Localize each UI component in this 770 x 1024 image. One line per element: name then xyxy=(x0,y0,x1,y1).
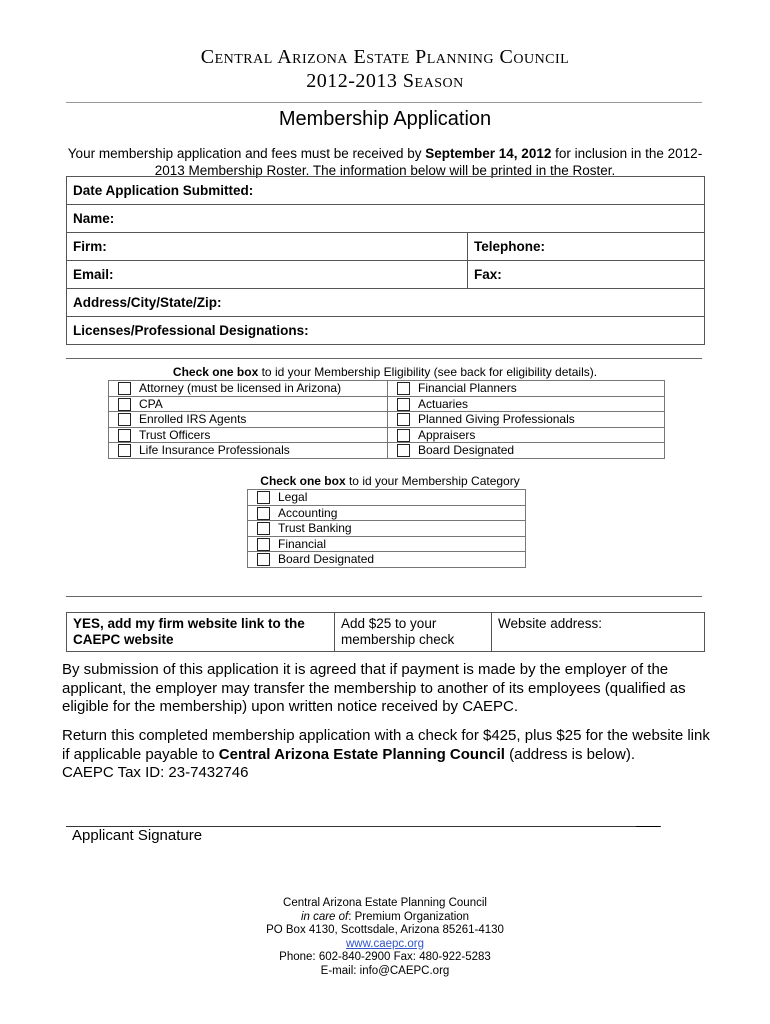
category-caption-bold: Check one box xyxy=(260,474,346,488)
checkbox-icon[interactable] xyxy=(257,491,270,504)
category-option[interactable]: Accounting xyxy=(248,505,526,521)
checkbox-icon[interactable] xyxy=(397,429,410,442)
category-caption xyxy=(250,474,530,488)
return-payee: Central Arizona Estate Planning Council xyxy=(218,745,505,763)
header-divider xyxy=(66,102,702,103)
eligibility-caption xyxy=(150,365,620,379)
footer-phone-fax: Phone: 602-840-2900 Fax: 480-922-5283 xyxy=(279,951,491,963)
return-paragraph xyxy=(62,727,717,783)
intro-text xyxy=(60,145,710,179)
deadline: September 14, 2012 xyxy=(425,146,552,161)
category-table xyxy=(247,489,526,568)
eligibility-option[interactable]: Appraisers xyxy=(388,427,665,443)
address-field[interactable]: Address/City/State/Zip: xyxy=(67,289,705,317)
checkbox-icon[interactable] xyxy=(397,382,410,395)
eligibility-option[interactable]: Enrolled IRS Agents xyxy=(109,412,388,428)
checkbox-icon[interactable] xyxy=(118,398,131,411)
footer-org: Central Arizona Estate Planning Council xyxy=(283,897,487,909)
fax-field[interactable]: Fax: xyxy=(468,261,705,289)
email-field[interactable]: Email: xyxy=(67,261,468,289)
checkbox-icon[interactable] xyxy=(257,538,270,551)
header xyxy=(0,45,770,93)
footer-po-box: PO Box 4130, Scottsdale, Arizona 85261-4130 xyxy=(266,924,504,936)
checkbox-icon[interactable] xyxy=(257,522,270,535)
checkbox-icon[interactable] xyxy=(118,429,131,442)
website-fee-note: Add $25 to your membership check xyxy=(335,613,492,652)
signature-label: Applicant Signature xyxy=(72,827,203,844)
category-option[interactable]: Board Designated xyxy=(248,552,526,568)
category-option[interactable]: Legal xyxy=(248,490,526,506)
name-field[interactable]: Name: xyxy=(67,205,705,233)
intro-part1: Your membership application and fees must be received by xyxy=(67,146,426,161)
footer xyxy=(0,897,770,978)
season: 2012-2013 Season xyxy=(306,70,464,92)
eligibility-option[interactable]: Financial Planners xyxy=(388,381,665,397)
category-caption-rest: to id your Membership Category xyxy=(345,474,520,488)
tax-id: CAEPC Tax ID: 23-7432746 xyxy=(62,764,249,781)
eligibility-caption-bold: Check one box xyxy=(172,365,259,379)
org-name: Central Arizona Estate Planning Council xyxy=(200,46,570,68)
eligibility-option[interactable]: Planned Giving Professionals xyxy=(388,412,665,428)
eligibility-caption-rest: to id your Membership Eligibility (see back for eligibility details). xyxy=(258,365,598,379)
eligibility-option[interactable]: CPA xyxy=(109,396,388,412)
eligibility-table xyxy=(108,380,665,459)
checkbox-icon[interactable] xyxy=(118,444,131,457)
section-divider-2 xyxy=(66,596,702,597)
return-part1: Return this completed membership application with a check for $425, plus $25 for the website link if applicable payable to xyxy=(62,727,710,763)
intro-part2: for inclusion in the 2012-2013 Membership Roster. The information below will be printed in the Roster. xyxy=(154,146,703,178)
checkbox-icon[interactable] xyxy=(397,398,410,411)
website-address-field[interactable]: Website address: xyxy=(492,613,705,652)
date-submitted-field[interactable]: Date Application Submitted: xyxy=(67,177,705,205)
category-option[interactable]: Trust Banking xyxy=(248,521,526,537)
checkbox-icon[interactable] xyxy=(257,553,270,566)
transfer-paragraph: By submission of this application it is agreed that if payment is made by the employer of the applicant, the employer may transfer the membership to another of its employees (qualified as eligible for the membership) upon written notice received by CAEPC. xyxy=(62,661,686,715)
checkbox-icon[interactable] xyxy=(397,444,410,457)
checkbox-icon[interactable] xyxy=(118,413,131,426)
footer-website-link[interactable]: www.caepc.org xyxy=(346,937,424,950)
telephone-field[interactable]: Telephone: xyxy=(468,233,705,261)
footer-care-of: in care of: Premium Organization xyxy=(300,910,470,923)
checkbox-icon[interactable] xyxy=(257,507,270,520)
signature-line-tail xyxy=(636,826,660,827)
firm-field[interactable]: Firm: xyxy=(67,233,468,261)
eligibility-option[interactable]: Actuaries xyxy=(388,396,665,412)
applicant-info-table xyxy=(66,176,705,345)
website-yes-option[interactable]: YES, add my firm website link to the CAEPC website xyxy=(67,613,335,652)
licenses-field[interactable]: Licenses/Professional Designations: xyxy=(67,317,705,345)
category-option[interactable]: Financial xyxy=(248,536,526,552)
website-table xyxy=(66,612,705,652)
checkbox-icon[interactable] xyxy=(397,413,410,426)
eligibility-option[interactable]: Board Designated xyxy=(388,443,665,459)
eligibility-option[interactable]: Attorney (must be licensed in Arizona) xyxy=(109,381,388,397)
footer-email[interactable]: E-mail: info@CAEPC.org xyxy=(320,964,450,977)
checkbox-icon[interactable] xyxy=(118,382,131,395)
section-divider xyxy=(66,358,702,359)
form-title: Membership Application xyxy=(278,108,492,130)
eligibility-option[interactable]: Trust Officers xyxy=(109,427,388,443)
eligibility-option[interactable]: Life Insurance Professionals xyxy=(109,443,388,459)
return-part2: (address is below). xyxy=(504,745,635,763)
